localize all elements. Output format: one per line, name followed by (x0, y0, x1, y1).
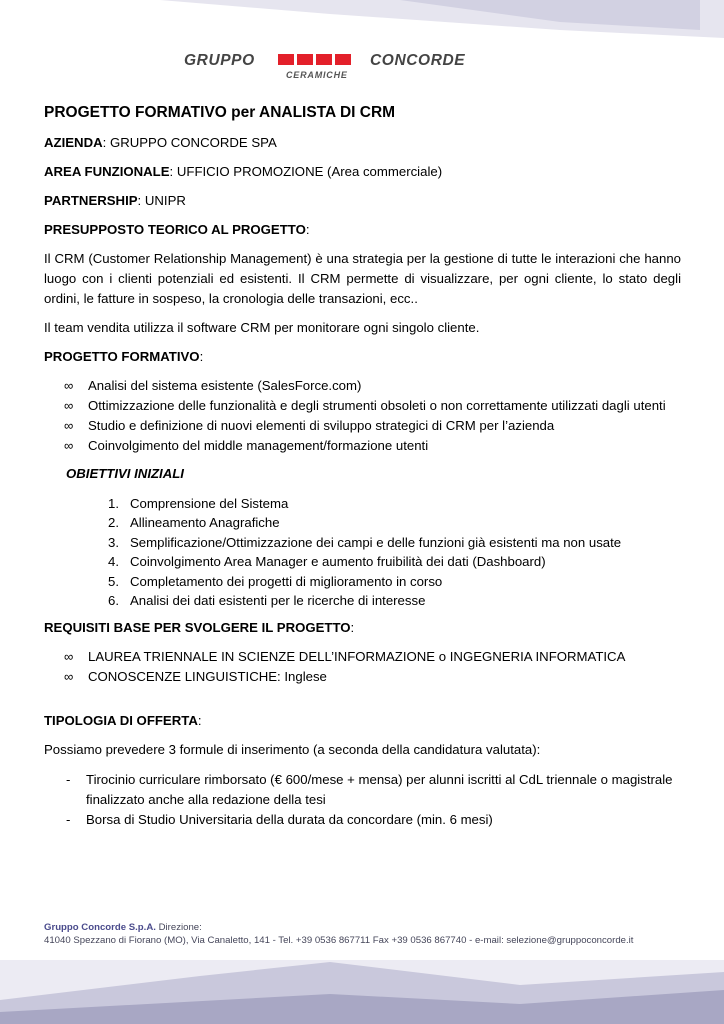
footer-direzione: Direzione: (155, 922, 202, 933)
field-value: : GRUPPO CONCORDE SPA (102, 135, 277, 150)
heading-suffix: : (197, 713, 202, 729)
logo-subtitle: CERAMICHE (286, 70, 348, 80)
heading-text: REQUISITI BASE PER SVOLGERE IL PROGETTO (44, 620, 351, 636)
top-decor-band-dark (400, 0, 700, 30)
item-number: 4. (108, 554, 119, 570)
item-number: 2. (108, 515, 119, 531)
dash-bullet-icon: - (66, 812, 71, 828)
numbered-item (44, 572, 681, 591)
heading-text: PROGETTO FORMATIVO (44, 349, 200, 364)
footer-company-line (44, 921, 633, 934)
field-value: : UFFICIO PROMOZIONE (Area commerciale) (169, 164, 443, 179)
list-item-text: Borsa di Studio Universitaria della durata da concordare (min. 6 mesi) (86, 812, 493, 828)
infinity-bullet-icon: ∞ (64, 649, 74, 665)
field-label: PARTNERSHIP (44, 193, 138, 208)
list-item-text: CONOSCENZE LINGUISTICHE: Inglese (88, 669, 327, 685)
tipologia-list (44, 770, 681, 830)
paragraph-crm-definition: Il CRM (Customer Relationship Management) è una strategia per la gestione di tutte le interazioni che hanno luogo con i clienti potenziali ed esistenti. Il CRM permette di visualizzare, per ogni cliente, lo stato degli ordini, le fatture in sospeso, la cronologia delle transazioni, ecc.. (44, 251, 681, 306)
list-item-text: LAUREA TRIENNALE IN SCIENZE DELL’INFORMAZIONE o INGEGNERIA INFORMATICA (88, 649, 626, 665)
subheading-obiettivi: OBIETTIVI INIZIALI (66, 466, 184, 481)
list-item-text: Allineamento Anagrafiche (130, 515, 280, 531)
paragraph-team-vendita: Il team vendita utilizza il software CRM per monitorare ogni singolo cliente. (44, 320, 480, 335)
field-azienda (44, 133, 681, 153)
logo-square (297, 54, 313, 65)
page-title: PROGETTO FORMATIVO per ANALISTA DI CRM (44, 104, 396, 121)
item-number: 3. (108, 534, 119, 550)
heading-text: PRESUPPOSTO TEORICO AL PROGETTO (44, 222, 306, 237)
footer-address: 41040 Spezzano di Fiorano (MO), Via Canaletto, 141 - Tel. +39 0536 867711 Fax +39 0536 867740 - e-mail: selezione@gruppoconcorde.it (44, 935, 634, 946)
numbered-item (44, 591, 681, 610)
section-heading-requisiti (44, 618, 681, 638)
heading-text: TIPOLOGIA DI OFFERTA (44, 713, 198, 729)
document-body (44, 103, 681, 830)
numbered-item (44, 552, 681, 571)
numbered-item (44, 494, 681, 513)
list-item-text: Coinvolgimento Area Manager e aumento fruibilità dei dati (Dashboard) (130, 554, 546, 570)
infinity-bullet-icon: ∞ (64, 378, 74, 393)
field-value: : UNIPR (137, 193, 186, 208)
section-heading-tipologia (44, 711, 681, 731)
logo-square (278, 54, 294, 65)
item-number: 6. (108, 593, 119, 609)
page-footer (44, 921, 633, 947)
footer-company-name: Gruppo Concorde S.p.A. (44, 922, 156, 933)
heading-suffix: : (305, 222, 310, 237)
logo-word-concorde: CONCORDE (370, 52, 466, 69)
list-item (44, 770, 681, 810)
logo-word-gruppo: GRUPPO (184, 52, 255, 69)
infinity-bullet-icon: ∞ (64, 438, 74, 453)
list-item (44, 667, 681, 687)
field-partnership (44, 191, 681, 211)
list-item (44, 647, 681, 667)
list-item (44, 376, 681, 396)
item-number: 1. (108, 496, 119, 511)
dash-bullet-icon: - (66, 772, 71, 788)
list-item (44, 416, 681, 436)
heading-suffix: : (199, 349, 204, 364)
infinity-bullet-icon: ∞ (64, 398, 74, 413)
numbered-item (44, 533, 681, 552)
infinity-bullet-icon: ∞ (64, 669, 74, 685)
bottom-decor-band-dark (0, 990, 724, 1024)
list-item (44, 436, 681, 456)
paragraph-formule-intro: Possiamo prevedere 3 formule di inserimento (a seconda della candidatura valutata): (44, 742, 541, 758)
item-number: 5. (108, 573, 119, 589)
list-item (44, 396, 681, 416)
field-label: AREA FUNZIONALE (44, 164, 170, 179)
top-decor-band (160, 0, 724, 38)
list-item-text: Completamento dei progetti di miglioramento in corso (130, 573, 443, 589)
bottom-decor-band (0, 962, 724, 1024)
obiettivi-list (44, 494, 681, 610)
list-item-text: Comprensione del Sistema (130, 496, 289, 511)
field-area-funzionale (44, 162, 681, 182)
progetto-list (44, 376, 681, 456)
section-heading-presupposto (44, 220, 681, 240)
list-item-text: Studio e definizione di nuovi elementi di sviluppo strategici di CRM per l’azienda (88, 418, 555, 433)
list-item (44, 810, 681, 830)
company-logo (184, 50, 484, 86)
list-item-text: Analisi dei dati esistenti per le ricerche di interesse (130, 593, 426, 609)
list-item-text: Analisi del sistema esistente (SalesForce.com) (88, 378, 362, 393)
numbered-item (44, 513, 681, 532)
infinity-bullet-icon: ∞ (64, 418, 74, 433)
section-heading-progetto (44, 347, 681, 367)
list-item-text: Semplificazione/Ottimizzazione dei campi e delle funzioni già esistenti ma non usate (130, 534, 622, 550)
bottom-decor-band-light (0, 960, 724, 1024)
requisiti-list (44, 647, 681, 687)
logo-square (335, 54, 351, 65)
field-label: AZIENDA (44, 135, 103, 150)
list-item-text: Coinvolgimento del middle management/formazione utenti (88, 438, 429, 453)
heading-suffix: : (350, 620, 355, 636)
list-item-text: Tirocinio curriculare rimborsato (€ 600/mese + mensa) per alunni iscritti al CdL triennale o magistrale finalizzato anche alla redazione della tesi (86, 772, 673, 808)
logo-square (316, 54, 332, 65)
list-item-text: Ottimizzazione delle funzionalità e degli strumenti obsoleti o non correttamente utilizzati dagli utenti (88, 398, 666, 413)
